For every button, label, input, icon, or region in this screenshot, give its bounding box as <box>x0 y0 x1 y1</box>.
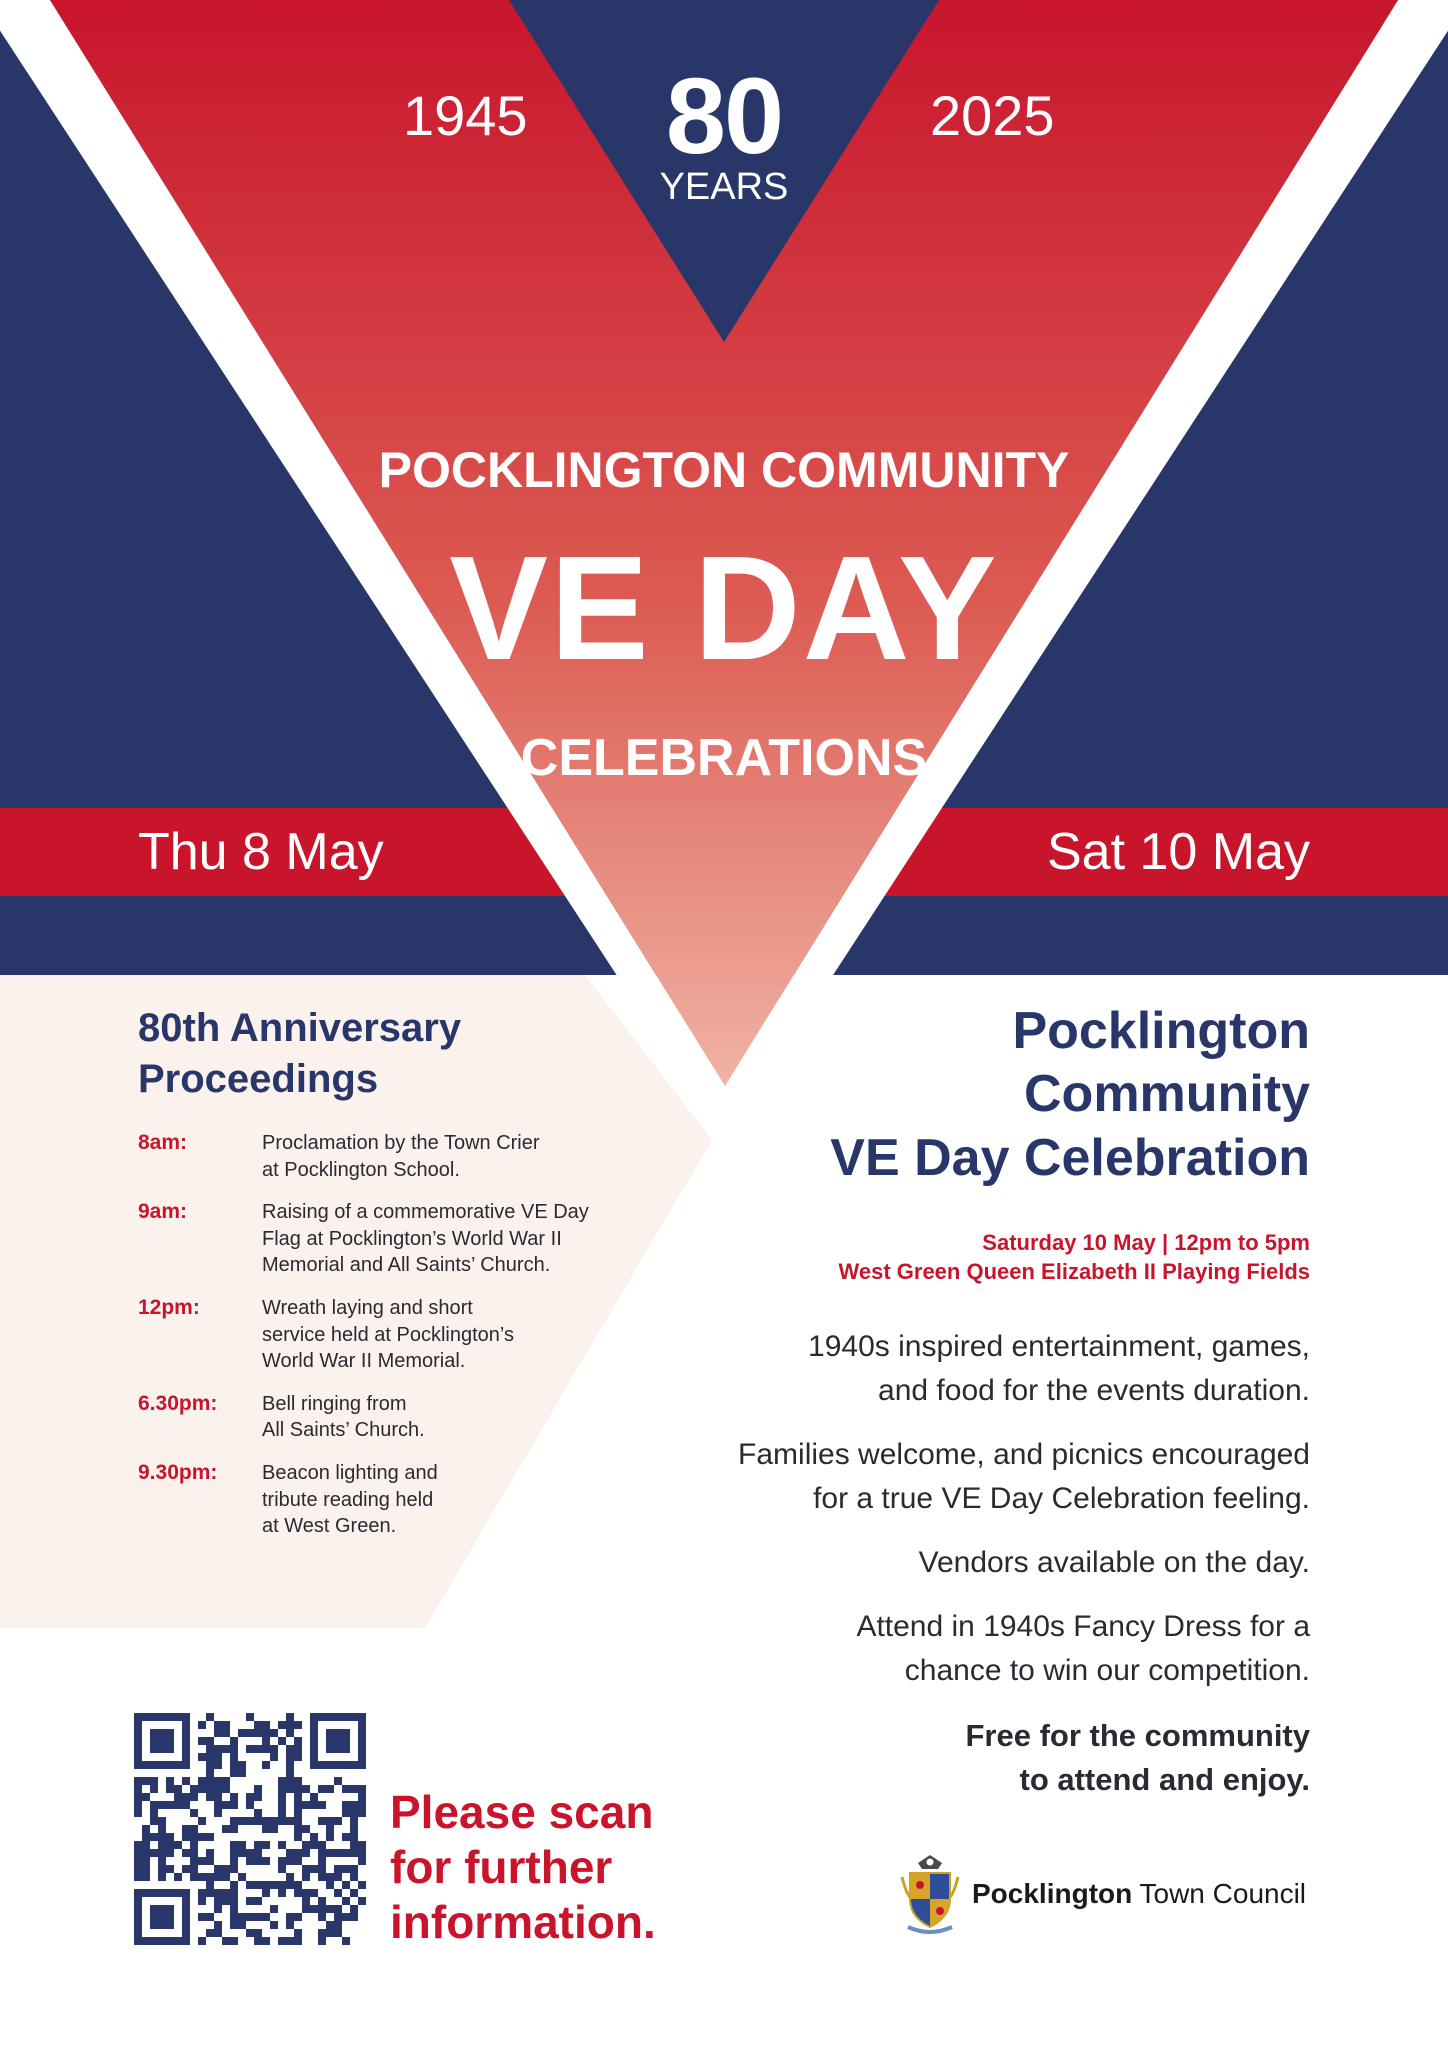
info-paragraph: Vendors available on the day. <box>918 1546 1310 1579</box>
schedule-row <box>138 1460 589 1540</box>
schedule-description: Raising of a commemorative VE Day Flag at Pocklington’s World War II Memorial and All Saints’ Church. <box>262 1201 589 1277</box>
info-paragraph: 1940s inspired entertainment, games, and food for the events duration. <box>808 1330 1310 1407</box>
event-details <box>839 1229 1311 1286</box>
council-name-bold: Pocklington <box>972 1878 1133 1909</box>
anniversary-unit: YEARS <box>659 166 789 208</box>
celebration-title: Pocklington Community VE Day Celebration <box>830 1002 1310 1187</box>
hero-subtitle: POCKLINGTON COMMUNITY <box>378 442 1070 498</box>
schedule-time: 9.30pm: <box>138 1460 218 1484</box>
hero-caption: CELEBRATIONS <box>520 729 928 787</box>
schedule-description: Beacon lighting and tribute reading held at West Green. <box>262 1461 438 1538</box>
event-where: West Green Queen Elizabeth II Playing Fields <box>838 1258 1310 1284</box>
schedule-time: 8am: <box>138 1131 188 1154</box>
schedule-row <box>138 1391 589 1444</box>
free-entry-note: Free for the community to attend and enjoy. <box>965 1718 1310 1798</box>
schedule-time: 9am: <box>138 1200 188 1224</box>
council-crest-icon <box>900 1853 960 1935</box>
date-left: Thu 8 May <box>138 823 384 881</box>
hero-title: VE DAY <box>449 526 999 691</box>
schedule-row <box>138 1130 589 1183</box>
schedule-description: Bell ringing from All Saints’ Church. <box>262 1392 425 1442</box>
schedule-row <box>138 1199 589 1279</box>
proceedings-schedule <box>138 1130 589 1556</box>
end-year: 2025 <box>930 84 1055 147</box>
schedule-description: Wreath laying and short service held at Pocklington’s World War II Memorial. <box>262 1296 514 1373</box>
council-name <box>972 1880 1306 1908</box>
schedule-description: Proclamation by the Town Crier at Pocklington School. <box>262 1132 540 1181</box>
event-when: Saturday 10 May | 12pm to 5pm <box>982 1230 1310 1255</box>
schedule-time: 12pm: <box>138 1295 200 1319</box>
anniversary-number: 80 <box>665 55 783 176</box>
qr-code-icon[interactable] <box>134 1713 366 1945</box>
schedule-time: 6.30pm: <box>138 1391 218 1415</box>
start-year: 1945 <box>403 84 528 147</box>
info-paragraph: Families welcome, and picnics encouraged for a true VE Day Celebration feeling. <box>738 1438 1310 1515</box>
date-right: Sat 10 May <box>1046 823 1310 881</box>
info-paragraph: Attend in 1940s Fancy Dress for a chance to win our competition. <box>856 1610 1310 1687</box>
schedule-row <box>138 1295 589 1375</box>
proceedings-title: 80th Anniversary Proceedings <box>138 1006 462 1101</box>
qr-caption: Please scan for further information. <box>390 1786 656 1949</box>
council-name-rest: Town Council <box>1132 1878 1307 1909</box>
